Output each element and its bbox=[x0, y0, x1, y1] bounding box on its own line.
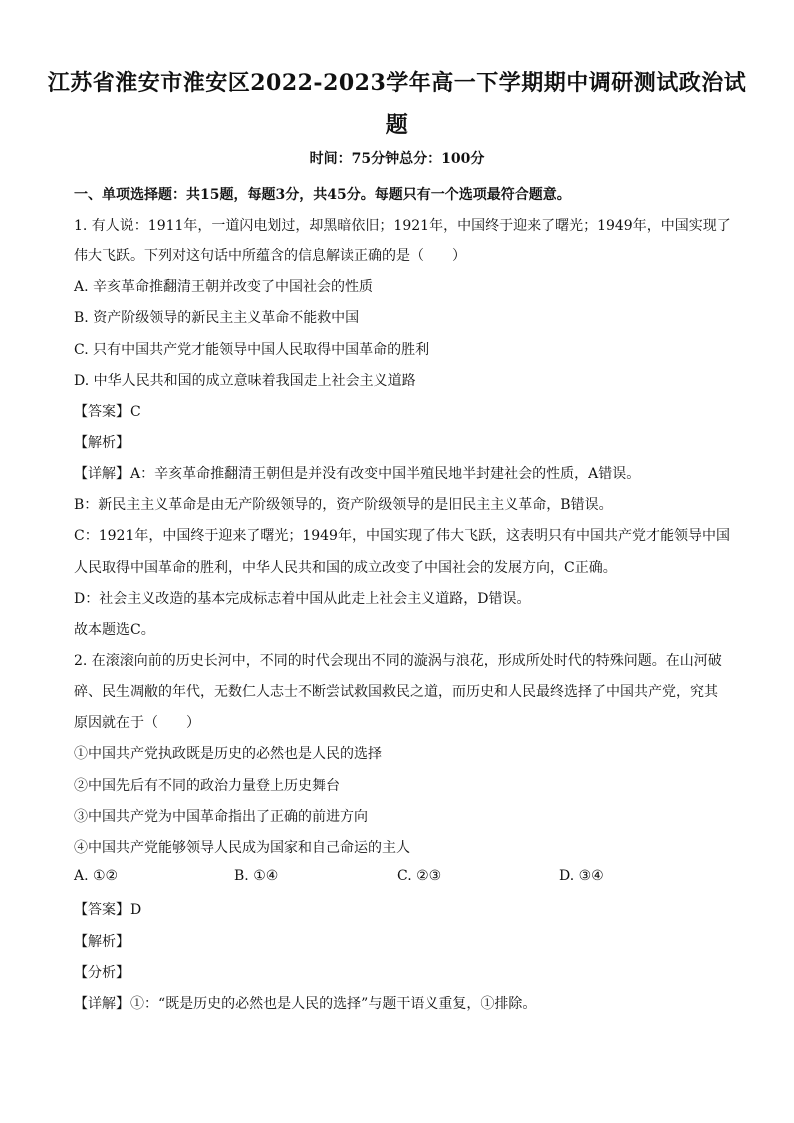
q1-analysis-label: 【解析】 bbox=[74, 435, 130, 451]
section-heading: 一、单项选择题：共15题，每题3分，共45分。每题只有一个选项最符合题意。 bbox=[74, 187, 571, 203]
q2-stem-line2: 碎、民生凋敝的年代，无数仁人志士不断尝试救国救民之道，而历史和人民最终选择了中国共产党，究其 bbox=[74, 684, 718, 700]
q2-fenxi-label: 【分析】 bbox=[74, 965, 130, 981]
page-title-line1: 江苏省淮安市淮安区2022-2023学年高一下学期期中调研测试政治试 bbox=[47, 70, 747, 96]
q2-item-2: ②中国先后有不同的政治力量登上历史舞台 bbox=[74, 778, 340, 794]
q1-option-c: C. 只有中国共产党才能领导中国人民取得中国革命的胜利 bbox=[74, 342, 430, 358]
q2-analysis-label: 【解析】 bbox=[74, 934, 130, 950]
q2-option-a: A. ①② bbox=[74, 868, 119, 884]
exam-meta: 时间：75分钟总分：100分 bbox=[309, 151, 485, 167]
q2-answer: 【答案】D bbox=[74, 902, 142, 918]
q1-option-b: B. 资产阶级领导的新民主主义革命不能救中国 bbox=[74, 310, 360, 326]
q2-option-d: D. ③④ bbox=[559, 868, 604, 884]
q2-item-4: ④中国共产党能够领导人民成为国家和自己命运的主人 bbox=[74, 840, 410, 856]
q1-detail-line5: D：社会主义改造的基本完成标志着中国从此走上社会主义道路，D错误。 bbox=[74, 591, 531, 607]
q2-option-b: B. ①④ bbox=[234, 868, 279, 884]
q1-conclusion: 故本题选C。 bbox=[74, 622, 155, 638]
page-title-line2: 题 bbox=[385, 112, 409, 138]
q2-detail-line1: 【详解】①：“既是历史的必然也是人民的选择”与题干语义重复，①排除。 bbox=[74, 996, 537, 1012]
q1-option-a: A. 辛亥革命推翻清王朝并改变了中国社会的性质 bbox=[74, 279, 374, 295]
q1-option-d: D. 中华人民共和国的成立意味着我国走上社会主义道路 bbox=[74, 373, 416, 389]
q2-option-c: C. ②③ bbox=[397, 868, 442, 884]
q2-item-1: ①中国共产党执政既是历史的必然也是人民的选择 bbox=[74, 746, 382, 762]
q2-stem-line1: 2. 在滚滚向前的历史长河中，不同的时代会现出不同的漩涡与浪花，形成所处时代的特殊问题。在山河破 bbox=[74, 653, 722, 669]
q1-detail-line2: B：新民主主义革命是由无产阶级领导的，资产阶级领导的是旧民主主义革命，B错误。 bbox=[74, 497, 613, 513]
q2-stem-line3: 原因就在于（ ） bbox=[74, 715, 200, 731]
q1-detail-line4: 人民取得中国革命的胜利，中华人民共和国的成立改变了中国社会的发展方向，C正确。 bbox=[74, 560, 617, 576]
q1-stem-line1: 1. 有人说：1911年，一道闪电划过，却黑暗依旧；1921年，中国终于迎来了曙光；1949年，中国实现了 bbox=[74, 218, 731, 234]
q1-answer: 【答案】C bbox=[74, 404, 141, 420]
q1-detail-line1: 【详解】A：辛亥革命推翻清王朝但是并没有改变中国半殖民地半封建社会的性质，A错误。 bbox=[74, 466, 641, 482]
q1-stem-line2: 伟大飞跃。下列对这句话中所蕴含的信息解读正确的是（ ） bbox=[74, 248, 466, 264]
q1-detail-line3: C：1921年，中国终于迎来了曙光；1949年，中国实现了伟大飞跃，这表明只有中国共产党才能领导中国 bbox=[74, 528, 730, 544]
q2-item-3: ③中国共产党为中国革命指出了正确的前进方向 bbox=[74, 809, 368, 825]
